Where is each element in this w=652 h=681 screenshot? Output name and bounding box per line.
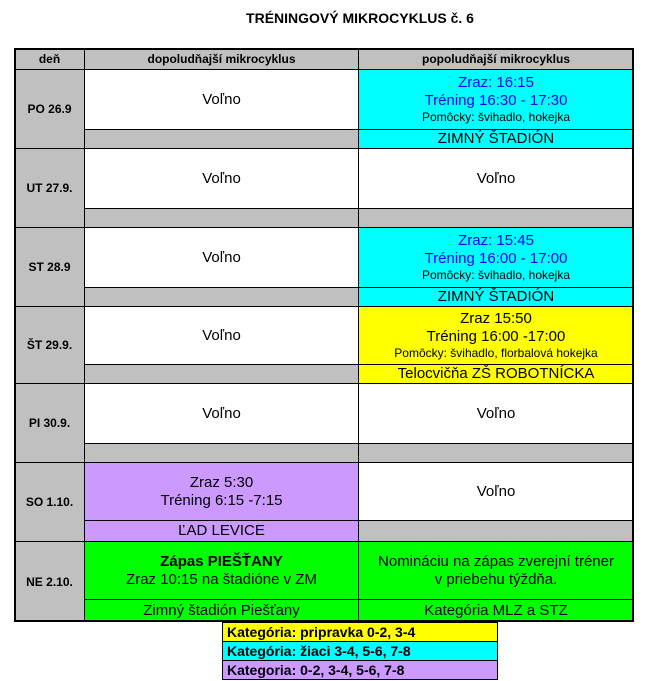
afternoon-line: Tréning 16:00 - 17:00 [424,250,568,267]
afternoon-line: Tréning 16:30 - 17:30 [424,92,568,109]
morning-footer [84,287,359,307]
afternoon-line: Voľno [476,169,516,187]
afternoon-footer: Kategória MLZ a STZ [358,599,634,622]
afternoon-note: Pomôcky: švihadlo, florbalová hokejka [394,346,598,360]
header-afternoon: popoludňajší mikrocyklus [358,48,634,70]
afternoon-footer: Telocvičňa ZŠ ROBOTNÍCKA [358,364,634,384]
morning-footer [84,208,359,228]
morning-line: Zraz 10:15 na štadióne v ZM [126,570,317,588]
day-label: ST 28.9 [14,227,85,307]
morning-footer: Zimný štadión Piešťany [84,599,359,622]
afternoon-line: Tréning 16:00 -17:00 [426,328,566,345]
afternoon-line: Nomináciu na zápas zverejní tréner [378,552,614,570]
afternoon-line: Voľno [476,404,516,422]
morning-cell [84,383,359,444]
header-day: deň [14,48,85,70]
morning-line: Zápas PIEŠŤANY [160,552,283,570]
afternoon-cell [358,227,634,288]
afternoon-cell [358,462,634,521]
morning-line: Voľno [202,404,241,422]
day-label: UT 27.9. [14,148,85,228]
day-label: PI 30.9. [14,383,85,463]
afternoon-line: v priebehu týždňa. [434,570,558,588]
morning-cell [84,69,359,130]
day-label: ŠT 29.9. [14,306,85,384]
morning-footer [84,129,359,149]
day-label: SO 1.10. [14,462,85,542]
morning-footer [84,364,359,384]
afternoon-cell [358,69,634,130]
morning-cell [84,306,359,365]
morning-cell [84,148,359,209]
legend-item: Kategória: žiaci 3-4, 5-6, 7-8 [222,641,498,661]
morning-cell [84,462,359,521]
afternoon-line: Zraz 15:50 [460,310,532,327]
morning-cell [84,541,359,600]
afternoon-cell [358,306,634,365]
morning-cell [84,227,359,288]
afternoon-note: Pomôcky: švihadlo, hokejka [421,110,571,124]
morning-line: Voľno [202,248,241,266]
page-title: TRÉNINGOVÝ MIKROCYKLUS č. 6 [246,10,474,26]
afternoon-note: Pomôcky: švihadlo, hokejka [421,268,571,282]
morning-footer [84,443,359,463]
afternoon-footer [358,520,634,542]
legend-item: Kategória: pripravka 0-2, 3-4 [222,622,498,642]
legend-item: Kategoria: 0-2, 3-4, 5-6, 7-8 [222,660,498,680]
afternoon-line: Zraz: 15:45 [458,232,534,249]
afternoon-footer [358,443,634,463]
afternoon-footer [358,208,634,228]
afternoon-cell [358,148,634,209]
afternoon-footer: ZIMNÝ ŠTADIÓN [358,287,634,307]
afternoon-line: Voľno [476,482,516,500]
morning-line: Voľno [202,169,241,187]
day-label: PO 26.9 [14,69,85,149]
day-label: NE 2.10. [14,541,85,622]
morning-line: Zraz 5:30 [189,473,254,491]
header-morning: dopoludňajší mikrocyklus [84,48,359,70]
afternoon-footer: ZIMNÝ ŠTADIÓN [358,129,634,149]
morning-line: Tréning 6:15 -7:15 [160,491,283,509]
afternoon-line: Zraz: 16:15 [458,74,534,91]
afternoon-cell [358,383,634,444]
morning-footer: ĽAD LEVICE [84,520,359,542]
morning-line: Voľno [202,90,241,108]
afternoon-cell [358,541,634,600]
morning-line: Voľno [202,326,241,344]
